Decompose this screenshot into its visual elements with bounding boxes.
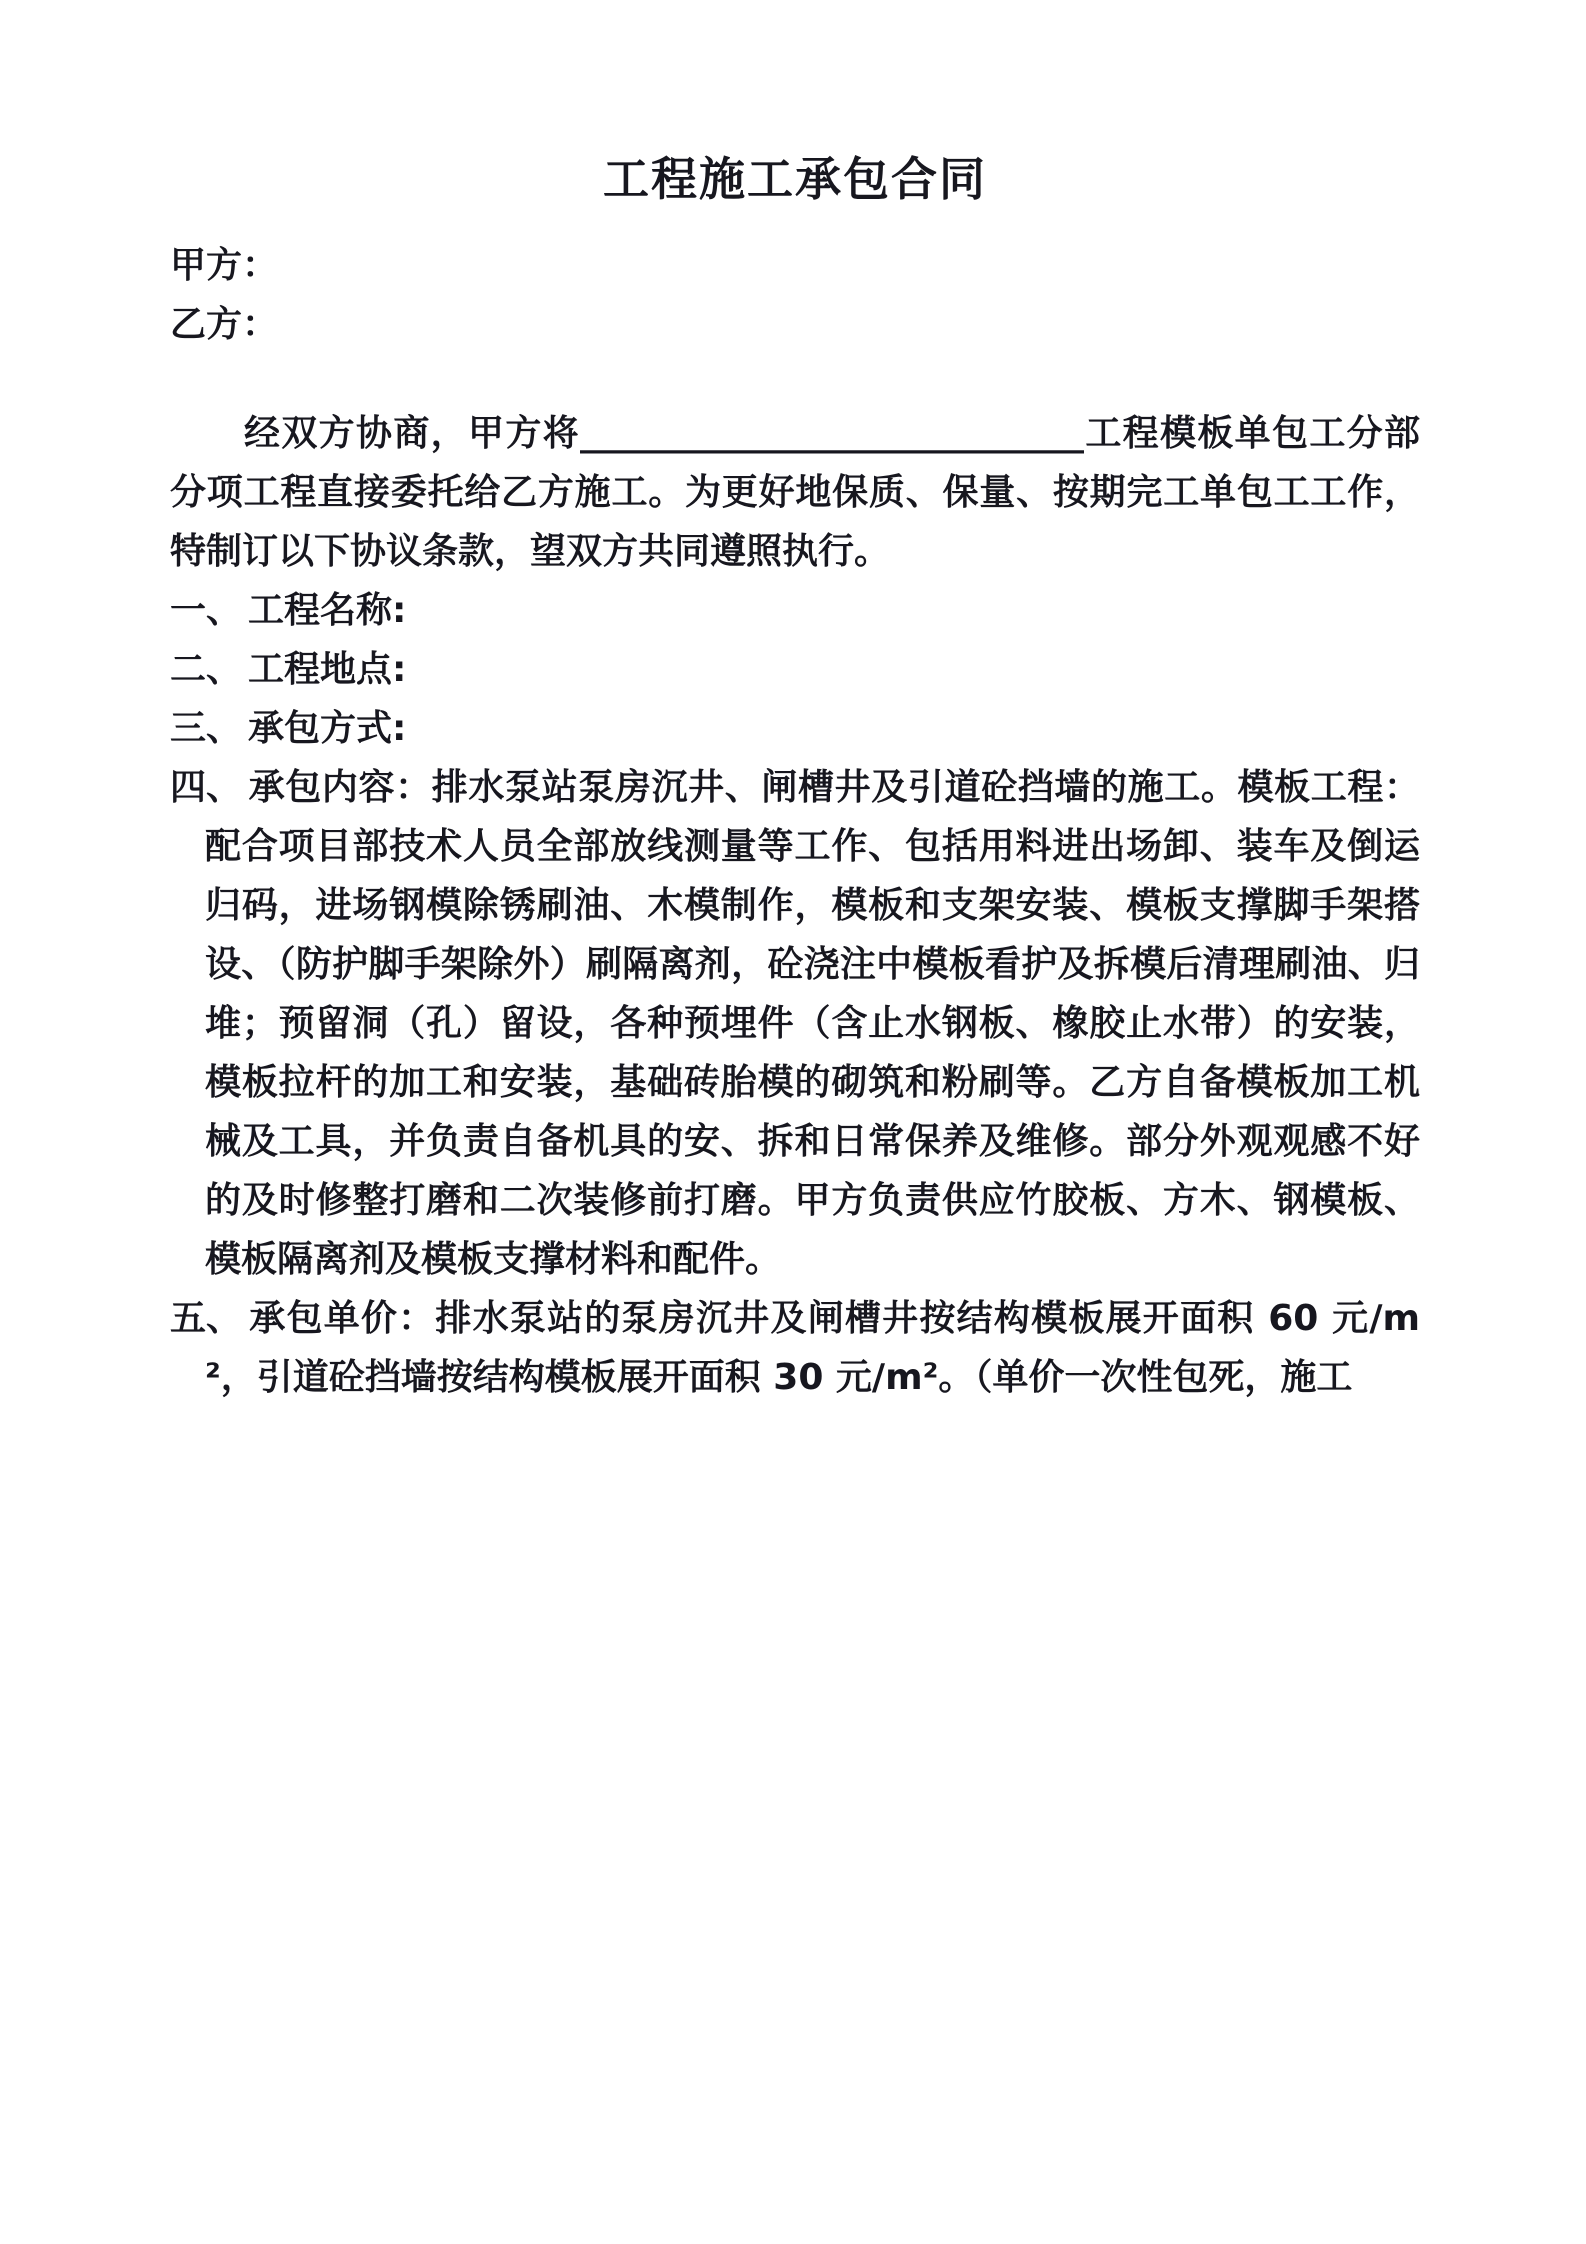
clause-number: 四、 [170, 767, 243, 808]
clause-text: 工程名称: [248, 590, 407, 631]
clause-number: 一、 [170, 590, 243, 631]
party-b-line: 乙方： [170, 304, 279, 345]
document-title: 工程施工承包合同 [603, 152, 987, 206]
clause-number: 二、 [170, 649, 243, 690]
party-a-line: 甲方： [170, 245, 279, 286]
clause-item [170, 581, 1420, 640]
clause-item [170, 640, 1420, 699]
clause-item [170, 1289, 1420, 1407]
clause-text: 承包单价：排水泵站的泵房沉井及闸槽井按结构模板展开面积 60 元/m²，引道砼挡墙按结构模板展开面积 30 元/m²。（单价一次性包死，施工 [205, 1298, 1420, 1398]
clause-number: 三、 [170, 708, 243, 749]
clause-text: 承包内容：排水泵站泵房沉井、闸槽井及引道砼挡墙的施工。模板工程：配合项目部技术人员全部放线测量等工作、包括用料进出场卸、装车及倒运归码，进场钢模除锈刷油、木模制作，模板和支架安装、模板支撑脚手架搭设、（防护脚手架除外）刷隔离剂，砼浇注中模板看护及拆模后清理刷油、归堆；预留洞（孔）留设，各种预埋件（含止水钢板、橡胶止水带）的安装，模板拉杆的加工和安装，基础砖胎模的砌筑和粉刷等。乙方自备模板加工机械及工具，并负责自备机具的安、拆和日常保养及维修。部分外观观感不好的及时修整打磨和二次装修前打磨。甲方负责供应竹胶板、方木、钢模板、模板隔离剂及模板支撑材料和配件。 [205, 767, 1420, 1280]
clause-item [170, 699, 1420, 758]
clause-text: 承包方式: [248, 708, 407, 749]
clause-item [170, 758, 1420, 1289]
clause-number: 五、 [170, 1298, 243, 1339]
clause-text: 工程地点: [248, 649, 407, 690]
intro-paragraph: 经双方协商，甲方将____________________________工程模板单包工分部分项工程直接委托给乙方施工。为更好地保质、保量、按期完工单包工工作，特制订以下协议条款，望双方共同遵照执行。 [170, 413, 1420, 572]
clause-list [170, 581, 1420, 1407]
